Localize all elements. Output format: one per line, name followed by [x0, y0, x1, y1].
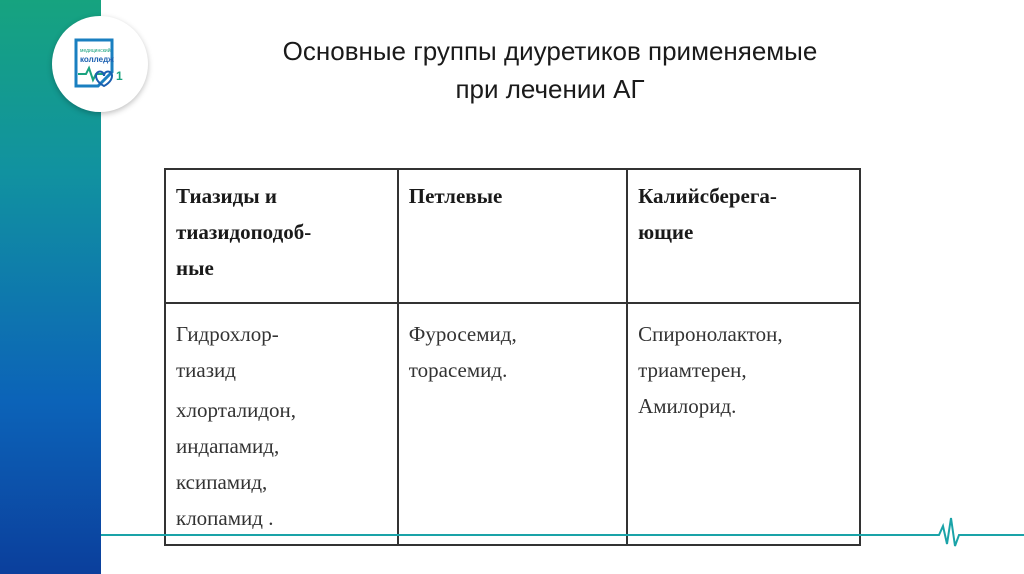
cell-loop-drugs	[398, 303, 627, 545]
slide-title	[200, 32, 900, 108]
drug-name: тиазид	[176, 358, 236, 382]
drug-name: Спиронолактон,	[638, 322, 783, 346]
drug-name: Амилорид.	[638, 394, 737, 418]
header-line: Тиазиды и	[176, 184, 277, 208]
drug-name: Гидрохлор-	[176, 322, 279, 346]
pulse-line-decoration	[101, 512, 1024, 552]
slide-title-line-1: Основные группы диуретиков применяемые	[282, 36, 818, 66]
college-logo	[52, 16, 148, 112]
header-thiazides	[165, 169, 398, 303]
drug-name: клопамид .	[176, 506, 274, 530]
header-line: Калийсберега-	[638, 184, 777, 208]
drug-name: Фуросемид,	[408, 322, 517, 346]
cell-potassium-sparing-drugs	[627, 303, 860, 545]
drug-name: индапамид,	[176, 434, 280, 458]
table-row	[165, 303, 860, 545]
pulse-line	[101, 518, 1024, 546]
drug-name: ксипамид,	[176, 470, 268, 494]
header-line: Петлевые	[408, 184, 503, 208]
diuretics-table	[164, 168, 861, 546]
drug-name: хлорталидон,	[176, 398, 297, 422]
header-line: ющие	[638, 220, 694, 244]
header-line: тиазидоподоб-	[176, 220, 312, 244]
table-header-row	[165, 169, 860, 303]
cell-thiazides-drugs	[165, 303, 398, 545]
header-loop	[398, 169, 627, 303]
logo-numeral: 1	[116, 69, 123, 83]
drug-name: торасемид.	[408, 358, 508, 382]
logo-text-main: колледж	[80, 55, 114, 64]
logo-text-top: медицинский	[80, 48, 111, 54]
slide-title-line-2: при лечении АГ	[455, 74, 645, 104]
college-logo-icon	[68, 32, 132, 96]
header-line: ные	[176, 256, 214, 280]
drug-name: триамтерен,	[638, 358, 747, 382]
header-potassium-sparing	[627, 169, 860, 303]
